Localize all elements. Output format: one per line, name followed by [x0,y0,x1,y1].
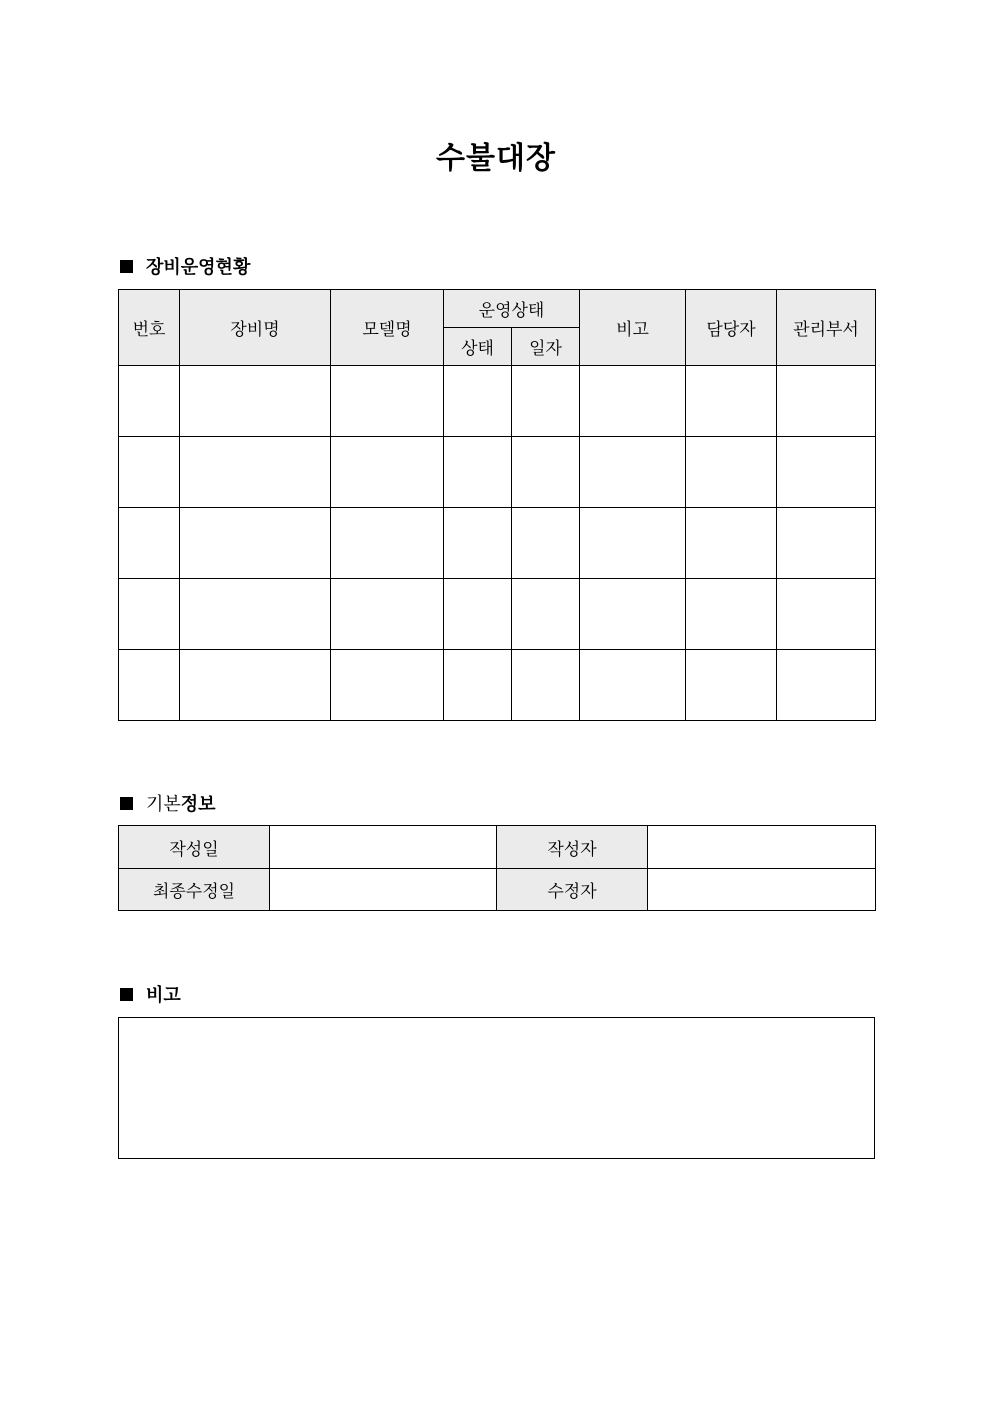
cell-status[interactable] [444,579,512,650]
square-bullet-icon [120,988,133,1001]
cell-number[interactable] [119,579,180,650]
cell-model-name[interactable] [331,437,444,508]
cell-department[interactable] [777,437,876,508]
basic-info-table [118,825,876,911]
header-number: 번호 [119,290,180,366]
cell-date[interactable] [512,579,580,650]
cell-status[interactable] [444,508,512,579]
cell-equipment-name[interactable] [180,650,331,721]
cell-status[interactable] [444,437,512,508]
header-manager: 담당자 [686,290,777,366]
remarks-field[interactable] [118,1017,875,1159]
cell-model-name[interactable] [331,579,444,650]
cell-remarks[interactable] [580,508,686,579]
basic-info-section-heading [118,790,216,816]
created-date-field[interactable] [270,826,497,869]
header-date: 일자 [512,328,580,366]
header-remarks: 비고 [580,290,686,366]
cell-equipment-name[interactable] [180,437,331,508]
cell-remarks[interactable] [580,366,686,437]
square-bullet-icon [120,797,133,810]
cell-remarks[interactable] [580,650,686,721]
modifier-field[interactable] [648,869,876,911]
basic-info-title-part1: 기본 [146,794,181,815]
cell-manager[interactable] [686,650,777,721]
remarks-section-title: 비고 [146,985,181,1006]
cell-department[interactable] [777,366,876,437]
header-equipment-name: 장비명 [180,290,331,366]
cell-department[interactable] [777,579,876,650]
cell-model-name[interactable] [331,650,444,721]
cell-date[interactable] [512,650,580,721]
cell-manager[interactable] [686,508,777,579]
cell-date[interactable] [512,437,580,508]
header-status: 상태 [444,328,512,366]
equipment-section-title: 장비운영현황 [146,257,251,278]
cell-number[interactable] [119,508,180,579]
table-row [119,437,876,508]
cell-model-name[interactable] [331,366,444,437]
cell-manager[interactable] [686,579,777,650]
cell-department[interactable] [777,650,876,721]
cell-status[interactable] [444,366,512,437]
cell-department[interactable] [777,508,876,579]
cell-number[interactable] [119,437,180,508]
cell-date[interactable] [512,366,580,437]
header-department: 관리부서 [777,290,876,366]
header-row-top [119,290,876,328]
cell-model-name[interactable] [331,508,444,579]
cell-date[interactable] [512,508,580,579]
equipment-table [118,289,876,721]
cell-equipment-name[interactable] [180,508,331,579]
cell-manager[interactable] [686,366,777,437]
page-title: 수불대장 [436,141,556,176]
modified-date-label: 최종수정일 [119,869,270,911]
square-bullet-icon [120,260,133,273]
equipment-section-heading [118,253,250,279]
cell-remarks[interactable] [580,579,686,650]
table-row [119,508,876,579]
header-model-name: 모델명 [331,290,444,366]
remarks-section-heading [118,981,181,1007]
cell-status[interactable] [444,650,512,721]
info-row [119,869,876,911]
table-row [119,579,876,650]
cell-manager[interactable] [686,437,777,508]
table-row [119,366,876,437]
header-operation-status: 운영상태 [444,290,580,328]
author-field[interactable] [648,826,876,869]
cell-number[interactable] [119,650,180,721]
author-label: 작성자 [497,826,648,869]
cell-equipment-name[interactable] [180,366,331,437]
created-date-label: 작성일 [119,826,270,869]
info-row [119,826,876,869]
table-row [119,650,876,721]
cell-equipment-name[interactable] [180,579,331,650]
modifier-label: 수정자 [497,869,648,911]
cell-remarks[interactable] [580,437,686,508]
modified-date-field[interactable] [270,869,497,911]
cell-number[interactable] [119,366,180,437]
basic-info-title-part2: 정보 [180,794,216,815]
